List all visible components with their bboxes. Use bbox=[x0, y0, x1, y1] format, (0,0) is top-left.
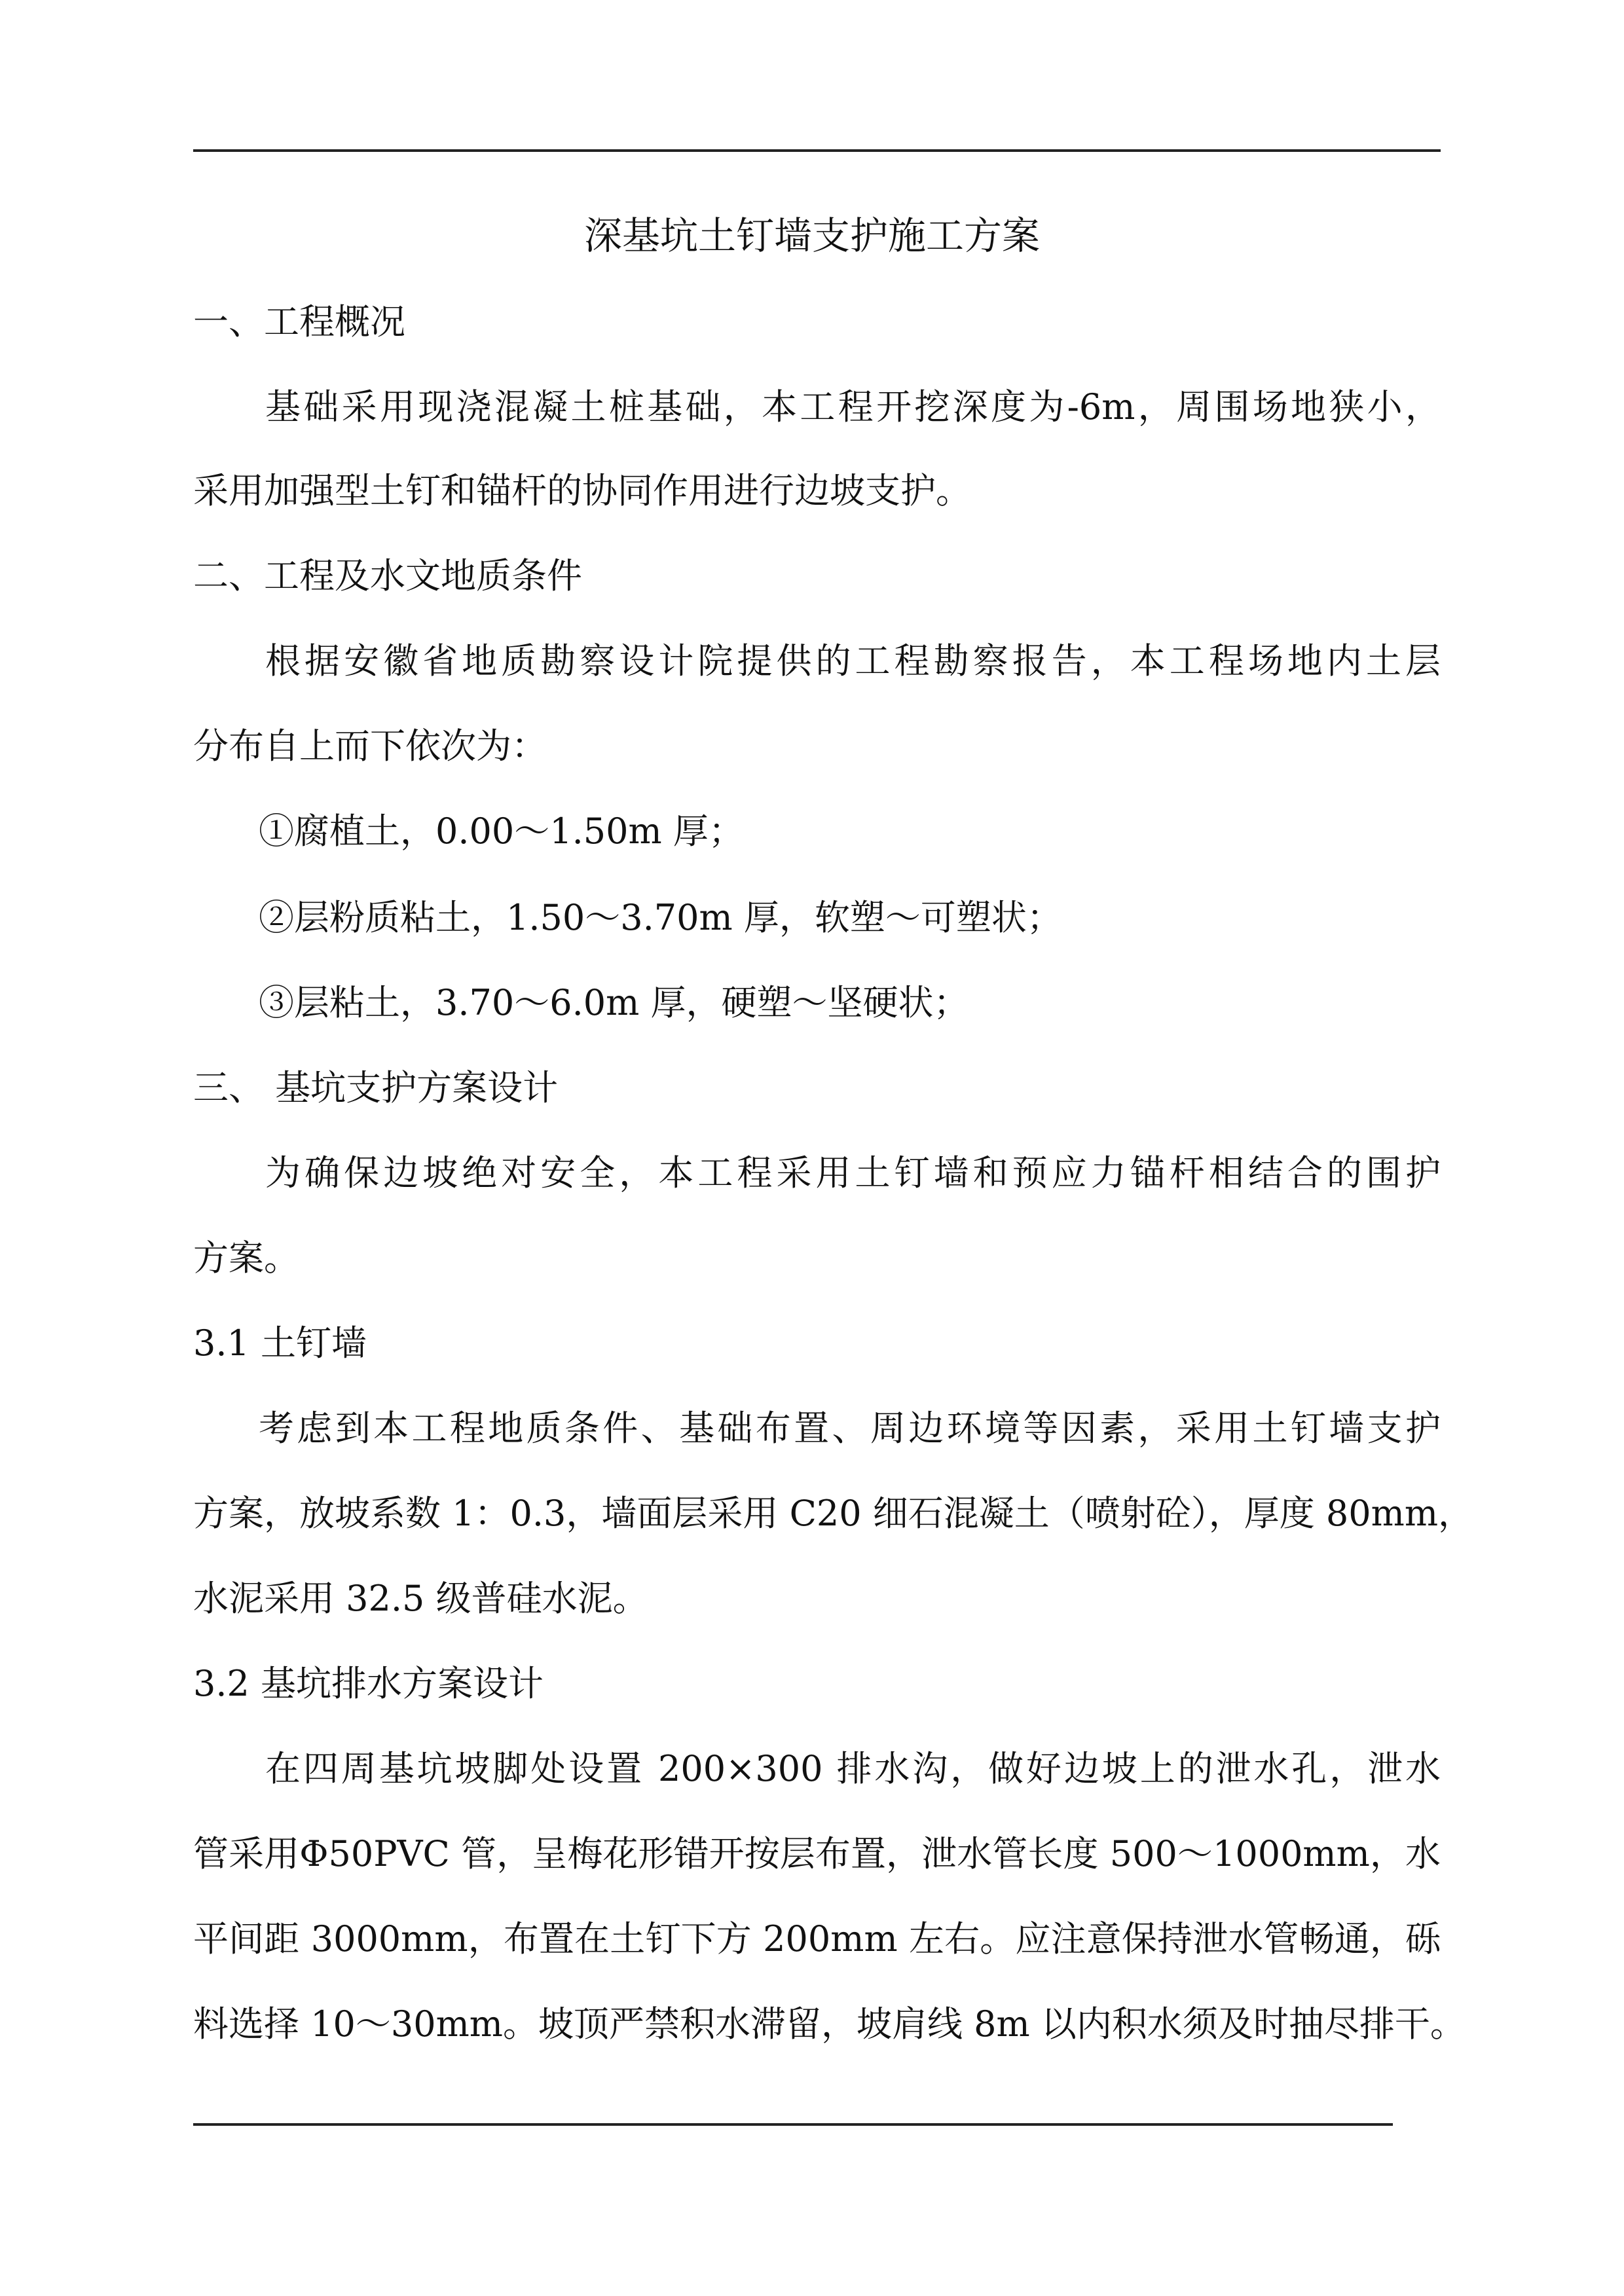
document-title: 深基坑土钉墙支护施工方案 bbox=[583, 213, 1040, 258]
paragraph-line: 方案，放坡系数 1：0.3，墙面层采用 C20 细石混凝土（喷射砼），厚度 80mm， bbox=[193, 1493, 1474, 1534]
section-heading-1: 一、工程概况 bbox=[193, 301, 405, 342]
paragraph-line: 分布自上而下依次为： bbox=[193, 725, 547, 767]
paragraph-line: 采用加强型土钉和锚杆的协同作用进行边坡支护。 bbox=[193, 470, 971, 511]
paragraph-line: 基础采用现浇混凝土桩基础，本工程开挖深度为-6m，周围场地狭小， bbox=[265, 386, 1441, 428]
subsection-heading-3-2: 3.2 基坑排水方案设计 bbox=[193, 1663, 544, 1704]
paragraph-line: 考虑到本工程地质条件、基础布置、周边环境等因素，采用土钉墙支护 bbox=[259, 1408, 1441, 1449]
paragraph-line: 平间距 3000mm，布置在土钉下方 200mm 左右。应注意保持泄水管畅通，砾 bbox=[193, 1918, 1441, 1959]
paragraph-line: 管采用Φ50PVC 管，呈梅花形错开按层布置，泄水管长度 500～1000mm，水 bbox=[193, 1833, 1441, 1874]
soil-layer-item: ②层粉质粘土，1.50～3.70m 厚，软塑～可塑状； bbox=[259, 897, 1062, 938]
footer-rule bbox=[193, 2123, 1393, 2126]
paragraph-line: 根据安徽省地质勘察设计院提供的工程勘察报告，本工程场地内土层 bbox=[265, 640, 1441, 682]
soil-layer-item: ③层粘土，3.70～6.0m 厚，硬塑～坚硬状； bbox=[259, 982, 969, 1023]
subsection-heading-3-1: 3.1 土钉墙 bbox=[193, 1322, 367, 1364]
section-heading-2: 二、工程及水文地质条件 bbox=[193, 555, 582, 596]
soil-layer-item: ①腐植土，0.00～1.50m 厚； bbox=[259, 811, 744, 852]
paragraph-line: 料选择 10～30mm。坡顶严禁积水滞留，坡肩线 8m 以内积水须及时抽尽排干。 bbox=[193, 2003, 1466, 2045]
paragraph-line: 方案。 bbox=[193, 1237, 299, 1279]
paragraph-line: 水泥采用 32.5 级普硅水泥。 bbox=[193, 1578, 648, 1619]
header-rule bbox=[193, 149, 1441, 152]
paragraph-line: 在四周基坑坡脚处设置 200×300 排水沟，做好边坡上的泄水孔，泄水 bbox=[265, 1748, 1441, 1789]
paragraph-line: 为确保边坡绝对安全，本工程采用土钉墙和预应力锚杆相结合的围护 bbox=[265, 1152, 1441, 1194]
section-heading-3: 三、 基坑支护方案设计 bbox=[193, 1067, 559, 1108]
